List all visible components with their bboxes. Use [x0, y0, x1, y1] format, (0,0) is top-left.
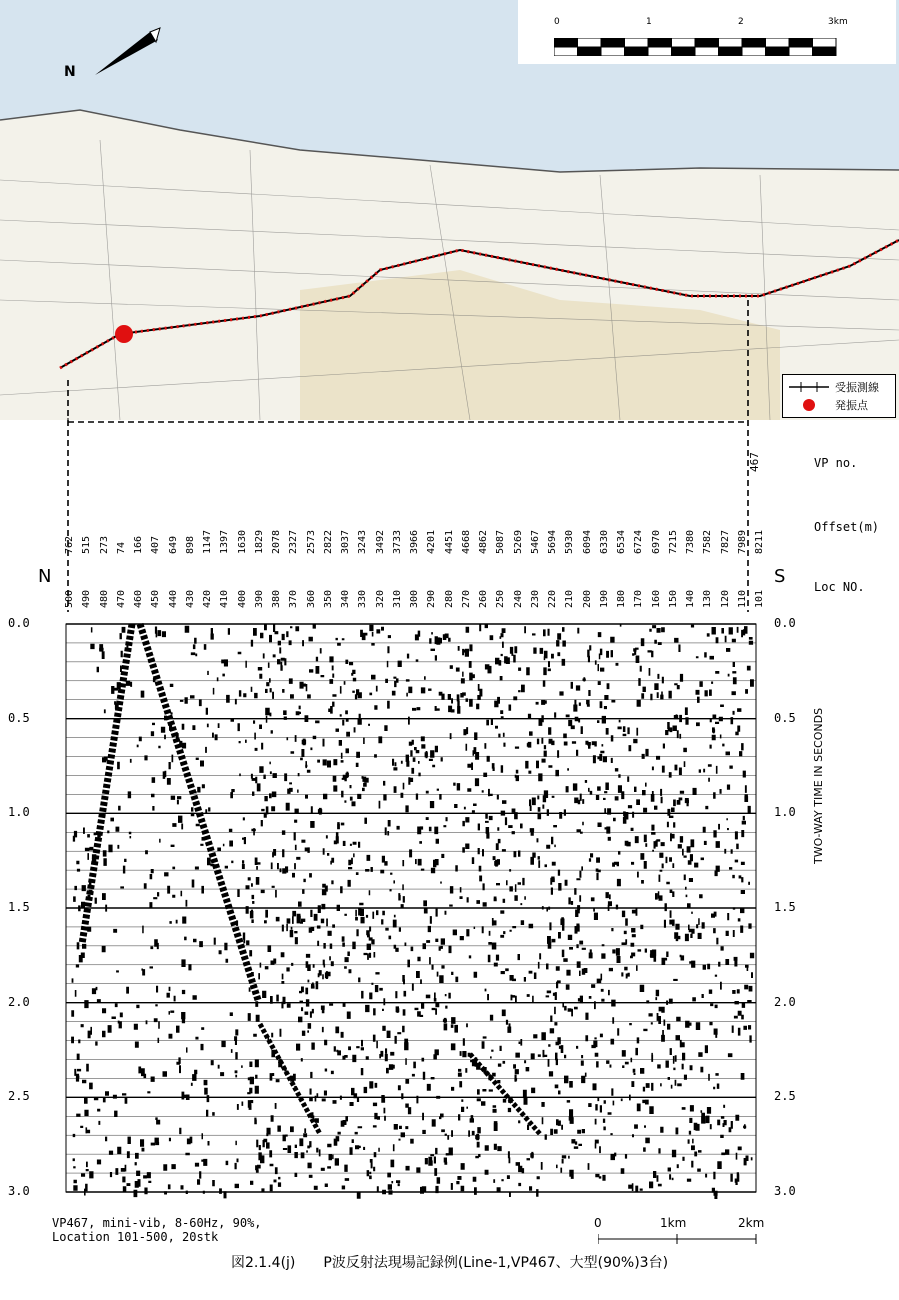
vp-header: VP no.: [814, 456, 858, 470]
loc-label: 460: [133, 589, 144, 608]
time-tick-left: 0.5: [8, 710, 30, 725]
offset-label: 515: [81, 535, 93, 554]
loc-label: 310: [391, 589, 403, 608]
time-tick-left: 2.0: [8, 994, 30, 1009]
offset-label: 5269: [512, 529, 524, 554]
loc-label: 480: [98, 589, 110, 608]
time-tick-left: 0.0: [8, 616, 30, 630]
loc-label: 430: [184, 589, 196, 608]
offset-label: 1829: [253, 529, 265, 554]
offset-label: 4668: [460, 529, 472, 554]
offset-label: 2822: [322, 529, 334, 554]
figure-caption: 図2.1.4(j) P波反射法現場記録例(Line-1,VP467、大型(90%)3台): [230, 1255, 669, 1271]
offset-label: 4451: [443, 529, 455, 554]
loc-header: Loc NO.: [814, 580, 865, 594]
loc-label: 290: [426, 589, 438, 608]
scale-label-2: 2: [738, 17, 744, 27]
section-scale-1: 1km: [660, 1216, 687, 1230]
offset-label: 74: [115, 541, 127, 554]
loc-label: 140: [685, 589, 696, 608]
record-parameters: [52, 1216, 262, 1244]
loc-label: 350: [322, 589, 334, 608]
time-tick-right: 3.0: [774, 1184, 796, 1198]
loc-label: 500: [64, 589, 75, 608]
time-tick-left: 2.5: [8, 1089, 30, 1104]
loc-label: 360: [305, 589, 317, 608]
time-tick-right: 2.0: [774, 994, 796, 1009]
loc-label: 210: [564, 589, 576, 608]
offset-label: 166: [133, 535, 144, 554]
north-label: N: [64, 64, 76, 80]
time-tick-right: 0.0: [774, 616, 796, 630]
offset-label: 6970: [650, 529, 662, 554]
loc-label: 220: [547, 589, 558, 608]
time-tick-left: 3.0: [8, 1184, 30, 1198]
offset-label: 3733: [391, 529, 403, 554]
offset-label: 7380: [685, 529, 696, 554]
offset-label: 5930: [564, 529, 576, 554]
loc-label: 150: [667, 589, 679, 608]
offset-label: 1397: [219, 529, 231, 554]
offset-label: 4862: [478, 529, 489, 554]
loc-label: 410: [219, 589, 231, 608]
offset-label: 649: [167, 535, 179, 554]
loc-label: 180: [616, 589, 627, 608]
loc-label: 170: [633, 589, 645, 608]
offset-label: 3492: [374, 529, 386, 554]
offset-label: 2327: [288, 529, 300, 554]
offset-label: 4201: [426, 529, 438, 554]
section-scale-bar: [580, 1216, 770, 1246]
loc-label: 280: [443, 589, 455, 608]
offset-label: 1147: [202, 529, 213, 554]
loc-label: 110: [736, 589, 748, 608]
legend-source-label: 発振点: [835, 399, 868, 412]
time-axis-label: TWO-WAY TIME IN SECONDS: [812, 707, 825, 864]
record-parameters-line2: Location 101-500, 20stk: [52, 1230, 219, 1244]
loc-label: 320: [374, 589, 386, 608]
time-tick-right: 0.5: [774, 710, 796, 725]
offset-label: 273: [98, 535, 110, 554]
offset-label: 6534: [616, 529, 627, 554]
offset-label: 762: [64, 535, 75, 554]
loc-label: 200: [581, 589, 593, 608]
scale-label-0: 0: [554, 17, 560, 27]
offset-label: 7827: [719, 529, 731, 554]
record-parameters-line1: VP467, mini-vib, 8-60Hz, 90%,: [52, 1216, 262, 1230]
offset-label: 3966: [409, 529, 420, 554]
loc-label: 340: [340, 589, 351, 608]
loc-label: 330: [357, 589, 369, 608]
loc-label: 370: [288, 589, 300, 608]
seismic-record: [0, 600, 899, 1210]
loc-label: 470: [115, 589, 127, 608]
loc-label: 230: [529, 589, 541, 608]
loc-label: 130: [702, 589, 714, 608]
offset-label: 3243: [357, 529, 369, 554]
loc-label: 250: [495, 589, 507, 608]
time-tick-right: 1.5: [774, 900, 796, 914]
offset-label: 7989: [736, 529, 748, 554]
loc-label: 260: [478, 589, 489, 608]
time-tick-left: 1.0: [8, 805, 30, 820]
offset-label: 3037: [340, 529, 351, 554]
legend-receiver-label: 受振測線: [835, 381, 879, 394]
loc-label: 420: [202, 589, 213, 608]
loc-label: 380: [271, 589, 282, 608]
offset-label: 7215: [667, 529, 679, 554]
scale-label-1: 1: [646, 17, 652, 27]
time-tick-right: 1.0: [774, 805, 796, 820]
loc-label: 440: [167, 589, 179, 608]
vp-value: 467: [748, 452, 761, 472]
loc-label: 450: [150, 589, 162, 608]
offset-header: Offset(m): [814, 520, 880, 534]
offset-label: 2573: [305, 529, 317, 554]
scale-label-3: 3km: [828, 17, 848, 27]
offset-label: 5087: [495, 529, 507, 554]
loc-label: 190: [598, 589, 610, 608]
offset-label: 5694: [547, 529, 558, 554]
loc-label: 300: [409, 589, 420, 608]
loc-label: 270: [460, 589, 472, 608]
offset-label: 6094: [581, 529, 593, 554]
section-scale-2: 2km: [738, 1216, 765, 1230]
offset-label: 407: [150, 535, 162, 554]
loc-label: 400: [236, 589, 248, 608]
loc-label: 390: [253, 589, 265, 608]
offset-label: 8211: [754, 529, 765, 554]
offset-label: 6724: [633, 529, 645, 554]
loc-label: 490: [81, 589, 93, 608]
loc-label: 240: [512, 589, 524, 608]
offset-label: 1630: [236, 529, 248, 554]
time-tick-left: 1.5: [8, 900, 30, 914]
loc-label: 160: [650, 589, 662, 608]
offset-label: 6330: [598, 529, 610, 554]
offset-label: 898: [184, 535, 196, 554]
loc-label: 120: [719, 589, 731, 608]
time-tick-right: 2.5: [774, 1089, 796, 1104]
offset-label: 5467: [529, 529, 541, 554]
north-direction: N: [38, 566, 52, 587]
section-scale-0: 0: [594, 1216, 602, 1230]
offset-label: 7582: [702, 529, 714, 554]
offset-label: 2078: [271, 529, 282, 554]
south-direction: S: [774, 566, 786, 587]
loc-label: 101: [754, 589, 765, 608]
